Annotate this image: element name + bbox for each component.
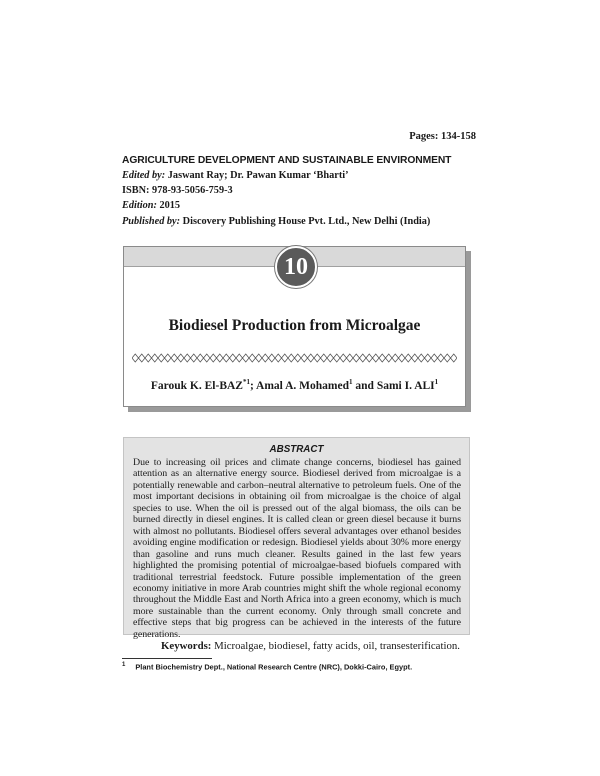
isbn: ISBN: 978-93-5056-759-3	[122, 185, 233, 196]
author-name: Amal A. Mohamed	[256, 379, 350, 392]
published-by-label: Published by:	[122, 216, 181, 227]
footnote-rule	[122, 658, 212, 659]
abstract-box	[123, 437, 470, 640]
book-title: AGRICULTURE DEVELOPMENT AND SUSTAINABLE ENVIRONMENT	[122, 155, 452, 166]
chapter-number-badge: 10	[275, 246, 317, 288]
keywords-label: Keywords:	[161, 640, 212, 652]
abstract-heading: ABSTRACT	[269, 444, 324, 455]
page-range: Pages: 134-158	[409, 131, 476, 142]
chapter-title-box	[123, 246, 466, 407]
author-name: Farouk K. El-BAZ	[150, 379, 243, 392]
edition-year: 2015	[159, 200, 181, 211]
author-list	[124, 378, 465, 392]
footnote-marker: 1	[122, 662, 126, 668]
footnote	[122, 662, 412, 671]
footnote-text: Plant Biochemistry Dept., National Research Centre (NRC), Dokki-Cairo, Egypt.	[135, 662, 413, 672]
author-separator: ;	[249, 379, 257, 392]
author-affiliation: *1	[242, 378, 250, 386]
author-affiliation: 1	[349, 378, 353, 386]
diamond-divider	[132, 353, 457, 363]
abstract-text: Due to increasing oil prices and climate change concerns, biodiesel has gained attention as an alternative energy source. Biodiesel derived from microalgae is a potentially renewable and carbon–neutral alternative to petroleum fuels. One of the most important decisions in obtaining oil from microalgae is the choice of algal species to use. When the oil is pressed out of the algal biomass, the oils can be burned directly in diesel engines. It is called clean or green diesel because it burns with almost no pollutants. Biodiesel offers several advantages over ethanol besides avoiding engine modification or redesign. Biodiesel yields about 30% more energy than gasoline and runs much cleaner. Results gained in the last few years highlighted the promising potential of microalgae-based biofuels compared with traditional terrestrial feedstock. Future possible implementation of the green economy initiative in more Arab countries might shift the whole regional economy throughout the Middle East and North Africa into a green economy, which is much more sustainable than the current economy. Only through small concrete and effective steps that big progress can be achieved in the interests of the future generations.	[133, 457, 461, 640]
keywords-line	[161, 640, 460, 652]
keywords-text: Microalgae, biodiesel, fatty acids, oil, transesterification.	[214, 640, 460, 652]
publisher-line	[122, 216, 430, 227]
edition-label: Edition:	[122, 200, 157, 211]
editors-line	[122, 170, 349, 181]
publisher: Discovery Publishing House Pvt. Ltd., New Delhi (India)	[182, 216, 431, 227]
author-separator: and	[352, 379, 377, 392]
editors: Jaswant Ray; Dr. Pawan Kumar ‘Bharti’	[167, 170, 349, 181]
chapter-title: Biodiesel Production from Microalgae	[168, 317, 421, 334]
author-name: Sami I. ALI	[376, 379, 435, 392]
edition-line	[122, 200, 180, 211]
author-affiliation: 1	[434, 378, 439, 386]
edited-by-label: Edited by:	[122, 170, 166, 181]
